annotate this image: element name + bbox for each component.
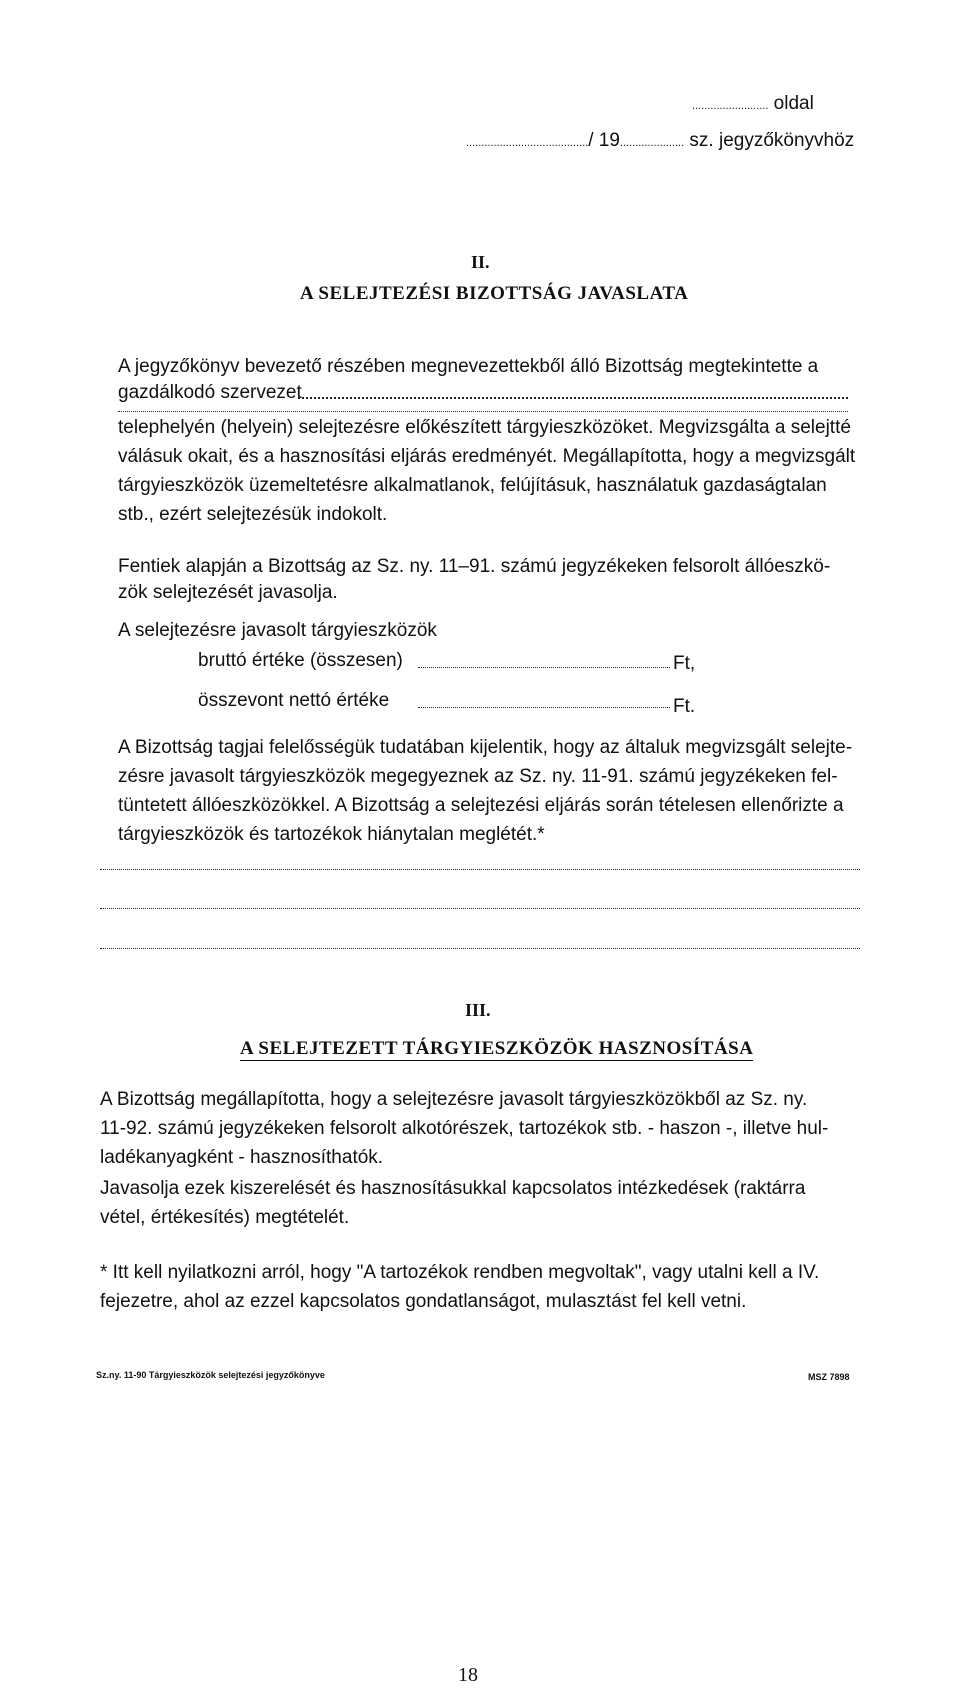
section-2-text-line: tárgyieszközök és tartozékok hiánytalan meglétét.* (118, 824, 545, 845)
section-3-text-line: vétel, értékesítés) megtételét. (100, 1207, 350, 1228)
page-number: 18 (458, 1664, 478, 1686)
section-2-text-line: A Bizottság tagjai felelősségük tudatában kijelentik, hogy az általuk megvizsgált selejte- (118, 737, 853, 758)
section-3-text-line: A Bizottság megállapította, hogy a selejtezésre javasolt tárgyieszközökből az Sz. ny. (100, 1089, 808, 1110)
section-2-text-line: zésre javasolt tárgyieszközök megegyeznek az Sz. ny. 11-91. számú jegyzékeken fel- (118, 766, 838, 787)
section-2-text-line: gazdálkodó szervezet (118, 382, 302, 403)
gross-value-unit: Ft, (673, 653, 696, 674)
section-2-text-line: tárgyieszközök üzemeltetésre alkalmatlanok, felújításuk, használatuk gazdaságtalan (118, 475, 827, 496)
gross-value-label: bruttó értéke (összesen) (198, 650, 403, 671)
blank-dotted-line (100, 948, 860, 949)
blank-dotted-line (100, 908, 860, 909)
net-value-unit: Ft. (673, 696, 696, 717)
standard-code: MSZ 7898 (808, 1372, 850, 1382)
footnote-line: fejezetre, ahol az ezzel kapcsolatos gondatlanságot, mulasztást fel kell vetni. (100, 1291, 747, 1312)
section-2-title: A SELEJTEZÉSI BIZOTTSÁG JAVASLATA (300, 283, 689, 304)
footnote-line: * Itt kell nyilatkozni arról, hogy "A tartozékok rendben megvoltak", vagy utalni kell a IV. (100, 1262, 820, 1283)
net-value-label: összevont nettó értéke (198, 690, 390, 711)
section-2-text-line: telephelyén (helyein) selejtezésre előkészített tárgyieszközöket. Megvizsgálta a selejtté (118, 417, 851, 438)
section-3-title: A SELEJTEZETT TÁRGYIESZKÖZÖK HASZNOSÍTÁSA (240, 1038, 754, 1059)
section-2-text-line: Fentiek alapján a Bizottság az Sz. ny. 11–91. számú jegyzékeken felsorolt állóeszkö- (118, 556, 831, 577)
section-2-text-line: stb., ezért selejtezésük indokolt. (118, 504, 388, 525)
section-2-text-line: A jegyzőkönyv bevezető részében megnevezettekből álló Bizottság megtekintette a (118, 356, 819, 377)
section-2-text-line: zök selejtezését javasolja. (118, 582, 338, 603)
section-2-text-line: tüntetett állóeszközökkel. A Bizottság a selejtezési eljárás során tételesen ellenőrizte a (118, 795, 844, 816)
blank-dotted-line (100, 869, 860, 870)
fill-in-dotted-line (118, 411, 848, 412)
protocol-reference-line: ......................................../ 19..................... sz. jegyzőkönyvhöz (466, 130, 855, 151)
net-value-field (418, 707, 670, 708)
section-2-number: II. (471, 252, 490, 272)
section-3-text-line: Javasolja ezek kiszerelését és hasznosításukkal kapcsolatos intézkedések (raktárra (100, 1178, 806, 1199)
section-2-text-line: válásuk okait, és a hasznosítási eljárás eredményét. Megállapította, hogy a megvizsgált (118, 446, 856, 467)
section-3-text-line: ladékanyagként - hasznosíthatók. (100, 1147, 384, 1168)
section-3-text-line: 11-92. számú jegyzékeken felsorolt alkotórészek, tartozékok stb. - haszon -, illetve hul- (100, 1118, 829, 1139)
section-2-text-line: A selejtezésre javasolt tárgyieszközök (118, 620, 437, 641)
page-field-line: ......................... oldal (692, 93, 814, 114)
section-3-number: III. (465, 1000, 491, 1020)
gross-value-field (418, 667, 670, 668)
fill-in-dotted-line (298, 397, 848, 399)
form-code: Sz.ny. 11-90 Tárgyieszközök selejtezési jegyzőkönyve (96, 1370, 325, 1380)
